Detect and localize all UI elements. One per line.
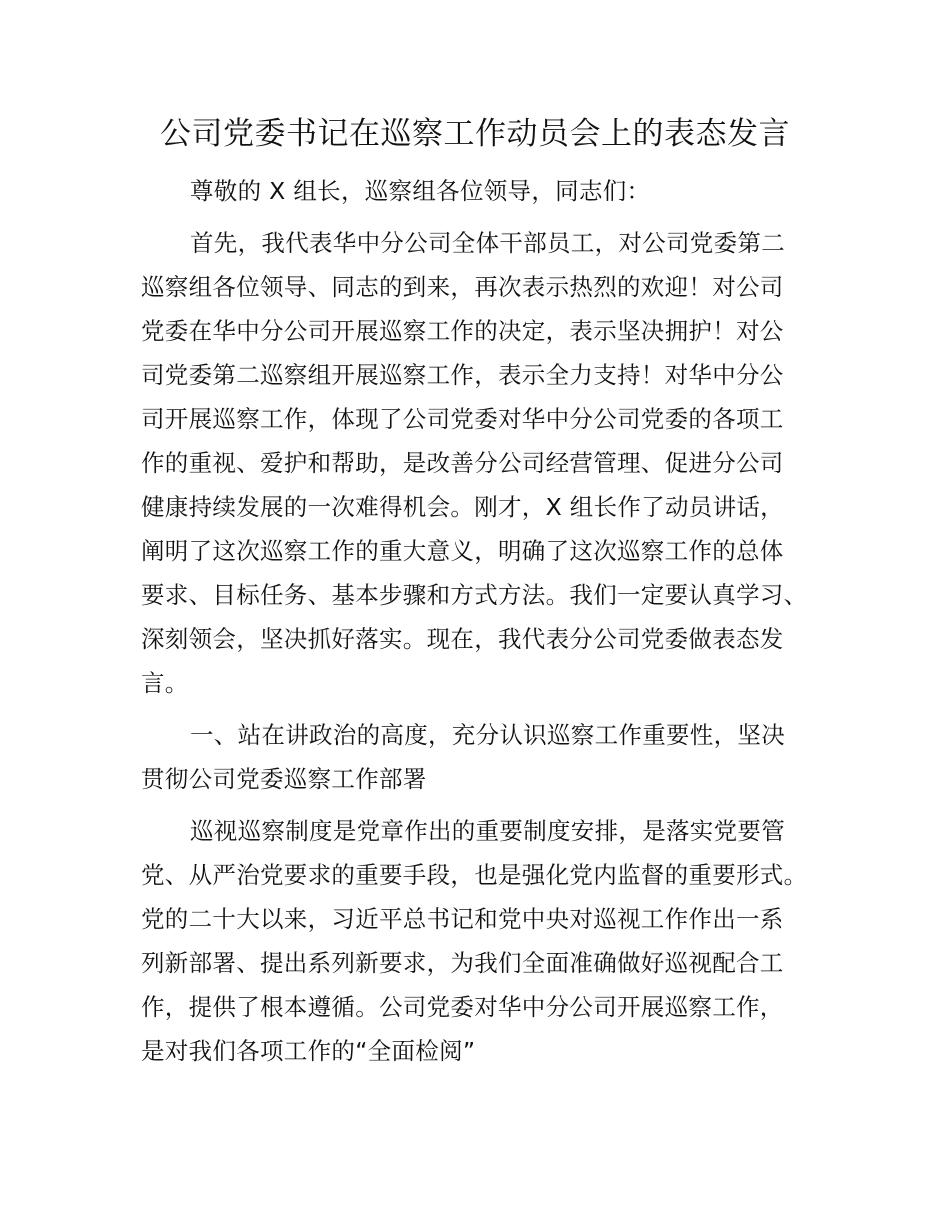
paragraph-line: 列新部署、提出系列新要求，为我们全面准确做好巡视配合工 <box>141 949 784 977</box>
paragraph-line: 深刻领会，坚决抓好落实。现在，我代表分公司党委做表态发 <box>141 625 784 653</box>
paragraph-line: 健康持续发展的一次难得机会。刚才，X 组长作了动员讲话， <box>141 493 784 521</box>
paragraph-line: 要求、目标任务、基本步骤和方式方法。我们一定要认真学习、 <box>141 581 808 609</box>
paragraph-line: 司开展巡察工作，体现了公司党委对华中分公司党委的各项工 <box>141 405 784 433</box>
salutation: 尊敬的 X 组长，巡察组各位领导，同志们： <box>190 177 651 205</box>
paragraph-line: 党、从严治党要求的重要手段，也是强化党内监督的重要形式。 <box>141 861 808 889</box>
document-title: 公司党委书记在巡察工作动员会上的表态发言 <box>160 116 790 152</box>
paragraph-line: 党委在华中分公司开展巡察工作的决定，表示坚决拥护！对公 <box>141 317 784 345</box>
paragraph-line: 巡视巡察制度是党章作出的重要制度安排，是落实党要管 <box>190 817 785 845</box>
paragraph-line: 巡察组各位领导、同志的到来，再次表示热烈的欢迎！对公司 <box>141 273 784 301</box>
paragraph-line: 作的重视、爱护和帮助，是改善分公司经营管理、促进分公司 <box>141 449 784 477</box>
paragraph-line: 言。 <box>141 669 189 697</box>
paragraph-line: 阐明了这次巡察工作的重大意义，明确了这次巡察工作的总体 <box>141 537 784 565</box>
paragraph-line: 党的二十大以来，习近平总书记和党中央对巡视工作作出一系 <box>141 905 784 933</box>
paragraph-line: 司党委第二巡察组开展巡察工作，表示全力支持！对华中分公 <box>141 361 784 389</box>
paragraph-line: 作，提供了根本遵循。公司党委对华中分公司开展巡察工作， <box>141 993 784 1021</box>
heading-line: 贯彻公司党委巡察工作部署 <box>141 765 427 793</box>
heading-line: 一、站在讲政治的高度，充分认识巡察工作重要性，坚决 <box>190 721 785 749</box>
paragraph-line: 首先，我代表华中分公司全体干部员工，对公司党委第二 <box>190 229 785 257</box>
paragraph-line: 是对我们各项工作的“全面检阅” <box>141 1037 476 1065</box>
